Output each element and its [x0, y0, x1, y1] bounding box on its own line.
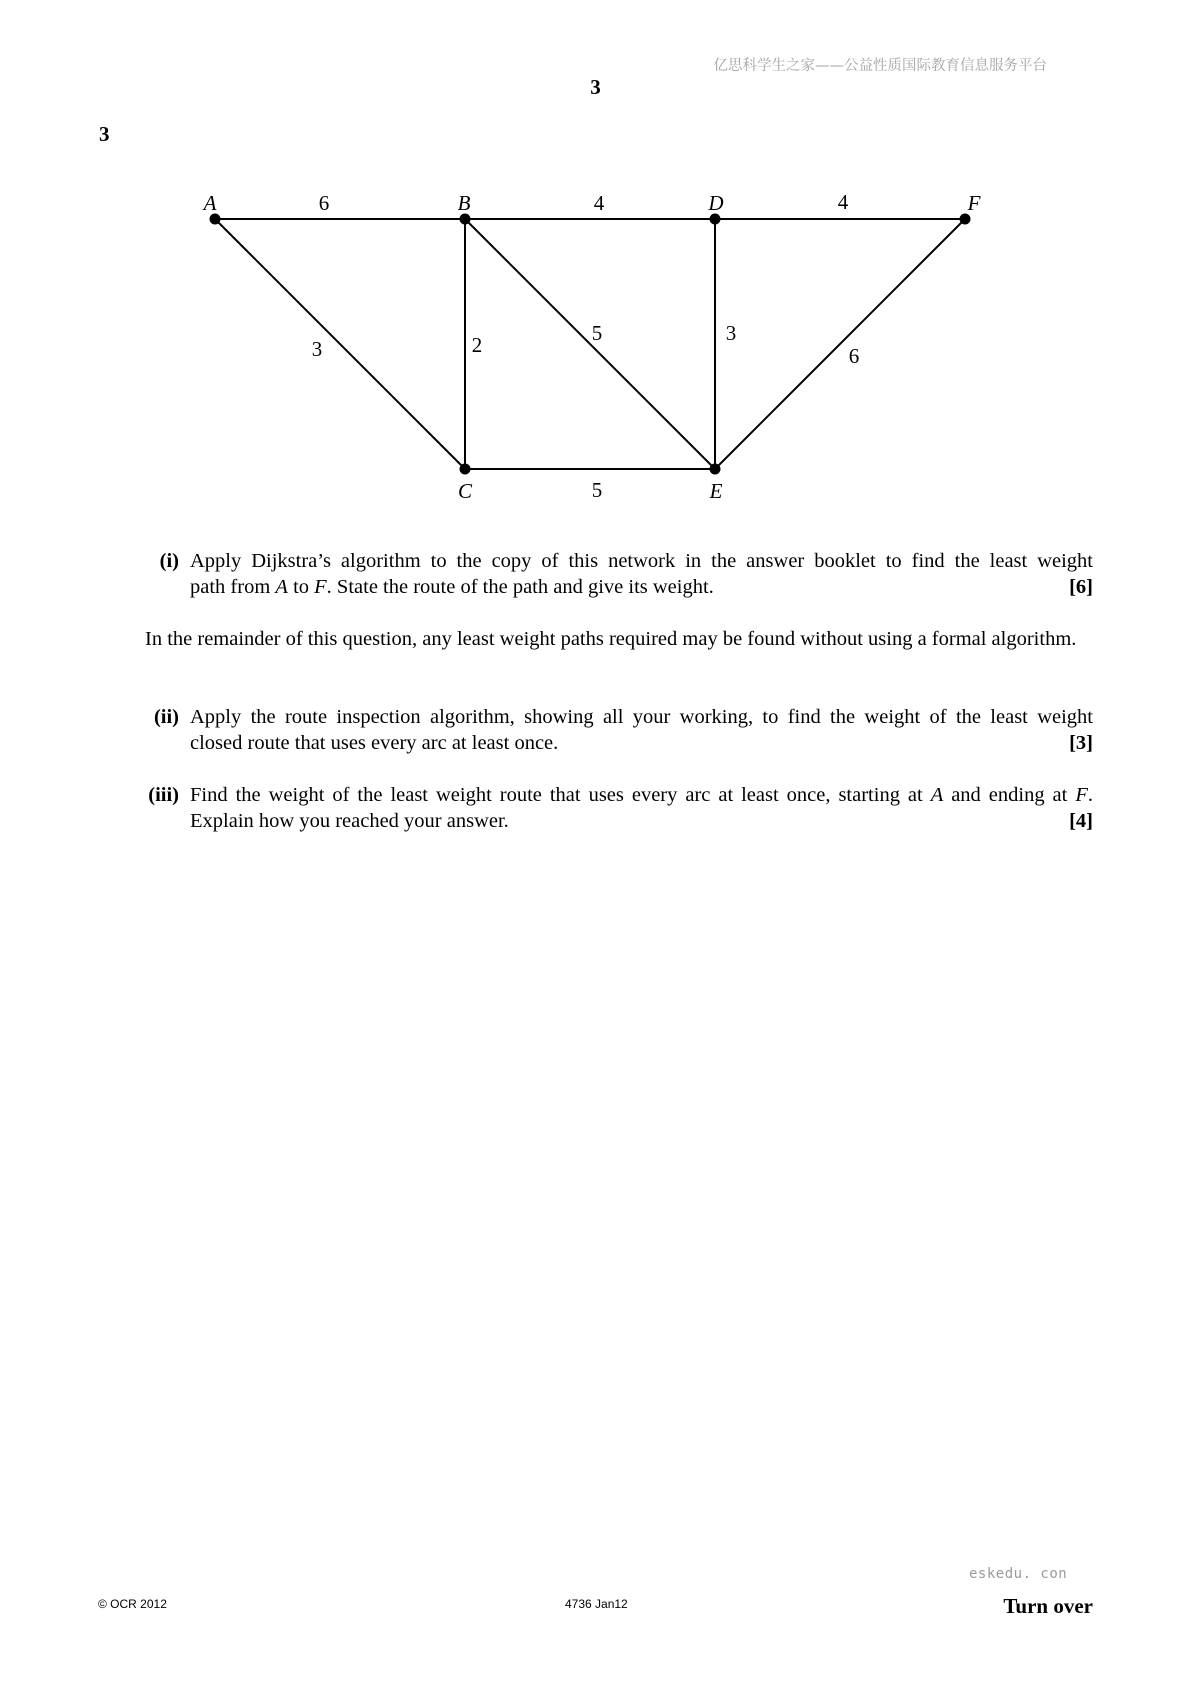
part-i-line1: Apply Dijkstra’s algorithm to the copy of this network in the answer booklet to find the least weight — [190, 550, 1093, 572]
vertex-d — [710, 214, 721, 225]
part-ii-line2 — [190, 730, 1093, 756]
part-iii-text-b: and ending at — [943, 784, 1076, 806]
part-i-text-c: . State the route of the path and give its weight. — [326, 576, 714, 598]
part-iii-text-a: Find the weight of the least weight route that uses every arc at least once, starting at — [190, 784, 931, 806]
weight-b-d: 4 — [593, 191, 605, 215]
weight-d-e: 3 — [725, 321, 737, 345]
part-iii-text: Explain how you reached your answer. — [190, 810, 509, 832]
part-iii-marks: [4] — [1069, 810, 1093, 832]
part-i-label: (i) — [159, 550, 179, 572]
vertex-label-e: E — [709, 479, 723, 503]
edge-b-e — [465, 219, 715, 469]
vertex-c — [460, 464, 471, 475]
weight-b-e: 5 — [591, 321, 603, 345]
part-i — [145, 548, 1093, 600]
part-ii-line1: Apply the route inspection algorithm, showing all your working, to find the weight of the least weight — [190, 706, 1093, 728]
part-ii — [145, 704, 1093, 756]
vertex-label-f: F — [967, 191, 981, 215]
paper-code: 4736 Jan12 — [565, 1597, 628, 1611]
question-number: 3 — [99, 122, 110, 146]
part-i-text-b: to — [287, 576, 315, 598]
part-i-var-a: A — [275, 576, 288, 598]
vertex-a — [210, 214, 221, 225]
vertex-f — [960, 214, 971, 225]
watermark-footer: eskedu. con — [969, 1566, 1068, 1582]
weight-d-f: 4 — [837, 190, 849, 214]
edge-a-c — [215, 219, 465, 469]
edge-f-e — [715, 219, 965, 469]
weight-c-e: 5 — [591, 478, 603, 502]
part-ii-label: (ii) — [153, 706, 179, 728]
remainder-paragraph: In the remainder of this question, any least weight paths required may be found without using a formal algorithm. — [145, 628, 1077, 650]
weight-a-b: 6 — [318, 191, 330, 215]
vertex-label-d: D — [708, 191, 724, 215]
part-ii-marks: [3] — [1069, 732, 1093, 754]
vertex-label-b: B — [457, 191, 471, 215]
weight-b-c: 2 — [471, 333, 483, 357]
page-number: 3 — [590, 75, 601, 99]
vertex-b — [460, 214, 471, 225]
part-iii-var-f: F — [1075, 784, 1088, 806]
part-i-line2 — [190, 574, 1093, 600]
watermark-header: 亿思科学生之家——公益性质国际教育信息服务平台 — [713, 58, 1047, 74]
part-iii — [145, 782, 1093, 834]
weight-a-c: 3 — [311, 337, 323, 361]
part-iii-line1 — [190, 782, 1093, 808]
copyright: © OCR 2012 — [98, 1597, 167, 1611]
vertex-e — [710, 464, 721, 475]
part-ii-text: closed route that uses every arc at least once. — [190, 732, 559, 754]
vertex-label-a: A — [203, 191, 217, 215]
part-iii-text-c: . — [1087, 784, 1093, 806]
vertex-label-c: C — [457, 479, 473, 503]
part-i-text-a: path from — [190, 576, 276, 598]
turn-over: Turn over — [1003, 1594, 1093, 1618]
network-diagram — [0, 0, 1191, 520]
part-iii-line2 — [190, 808, 1093, 834]
weight-f-e: 6 — [848, 344, 860, 368]
part-iii-label: (iii) — [148, 784, 179, 806]
part-iii-var-a: A — [930, 784, 944, 806]
part-i-var-f: F — [314, 576, 327, 598]
part-i-marks: [6] — [1069, 576, 1093, 598]
